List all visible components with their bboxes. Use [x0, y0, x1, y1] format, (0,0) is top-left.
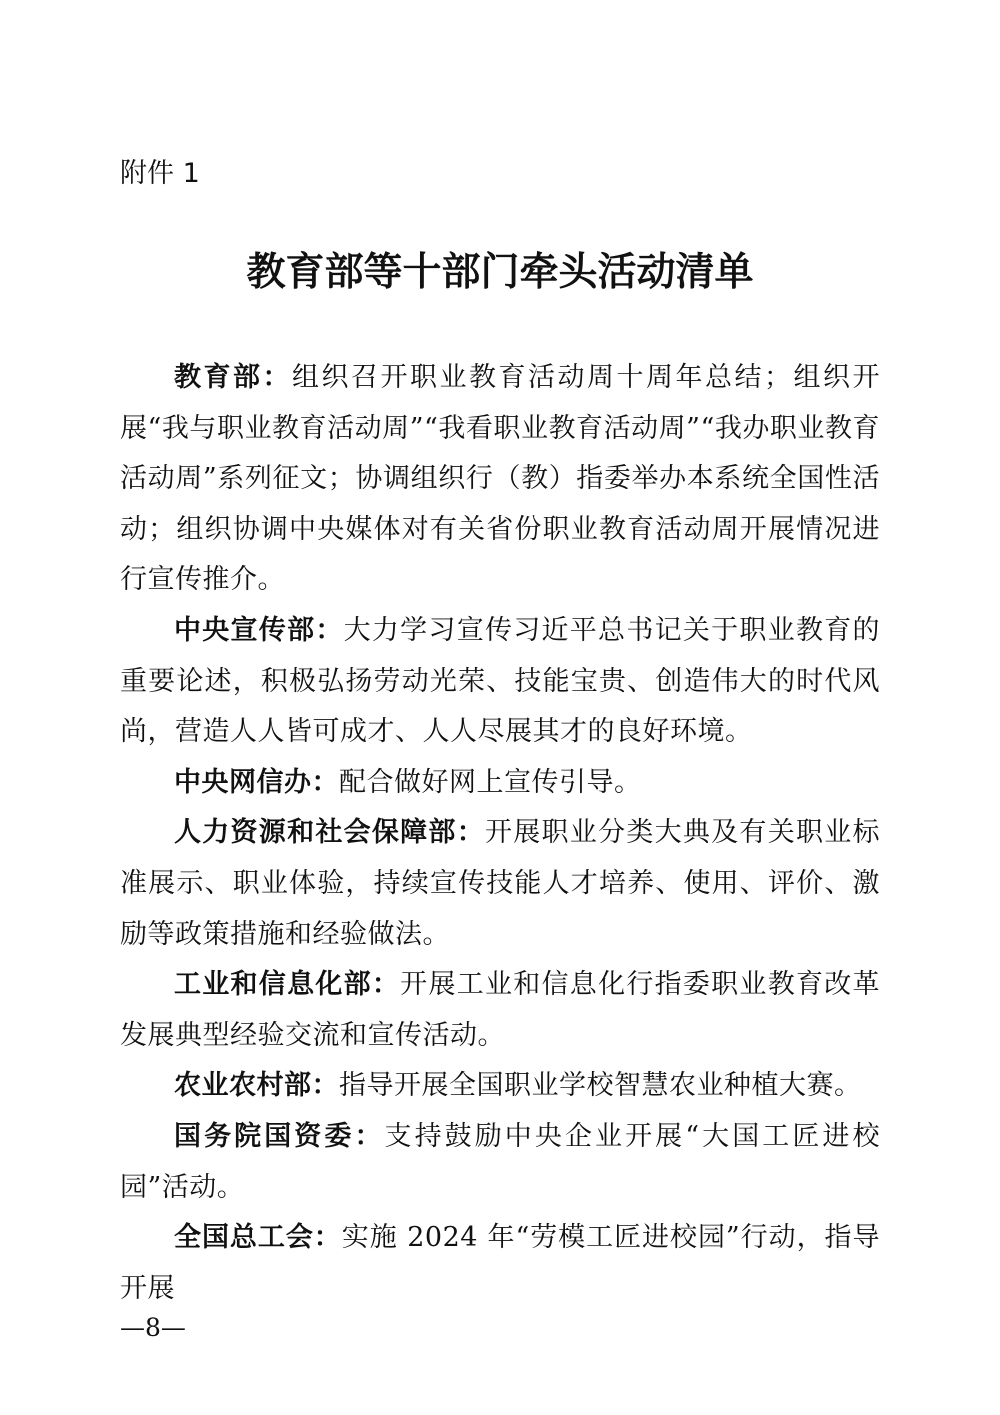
dept-name: 人力资源和社会保障部：	[174, 817, 485, 849]
page-number: —8—	[120, 1313, 186, 1342]
dept-name: 国务院国资委：	[174, 1120, 385, 1152]
section-sasac	[120, 1112, 880, 1213]
section-text: 指导开展全国职业学校智慧农业种植大赛。	[339, 1070, 862, 1102]
section-acftu	[120, 1213, 880, 1314]
section-text: 大力学习宣传习近平总书记关于职业教育的重要论述，积极弘扬劳动光荣、技能宝贵、创造伟大的时代风尚，营造人人皆可成才、人人尽展其才的良好环境。	[120, 614, 880, 748]
section-publicity	[120, 606, 880, 758]
section-text: 支持鼓励中央企业开展“大国工匠进校园”活动。	[120, 1120, 880, 1203]
dept-name: 教育部：	[174, 362, 292, 393]
section-text: 开展职业分类大典及有关职业标准展示、职业体验，持续宣传技能人才培养、使用、评价、激励等政策措施和经验做法。	[120, 817, 881, 950]
section-text: 组织召开职业教育活动周十周年总结；组织开展“我与职业教育活动周”“我看职业教育活动周”“我办职业教育活动周”系列征文；协调组织行（教）指委举办本系统全国性活动；组织协调中央媒体对有关省份职业教育活动周开展情况进行宣传推介。	[120, 362, 880, 596]
section-text: 开展工业和信息化行指委职业教育改革发展典型经验交流和宣传活动。	[120, 969, 881, 1051]
section-miit	[120, 960, 880, 1061]
document-title: 教育部等十部门牵头活动清单	[246, 249, 754, 295]
dept-name: 工业和信息化部：	[174, 969, 401, 1001]
dept-name: 中央宣传部：	[174, 614, 344, 646]
dept-name: 全国总工会：	[174, 1222, 342, 1254]
dept-name: 农业农村部：	[174, 1070, 339, 1102]
section-agriculture	[120, 1061, 880, 1112]
dept-name: 中央网信办：	[174, 766, 339, 798]
section-text: 配合做好网上宣传引导。	[339, 766, 642, 798]
document-body	[120, 353, 880, 1314]
section-hr	[120, 808, 880, 960]
section-education	[120, 353, 880, 606]
section-text: 实施 2024 年“劳模工匠进校园”行动，指导开展	[120, 1222, 881, 1304]
section-cac	[120, 758, 880, 809]
attachment-label: 附件 1	[120, 158, 200, 189]
